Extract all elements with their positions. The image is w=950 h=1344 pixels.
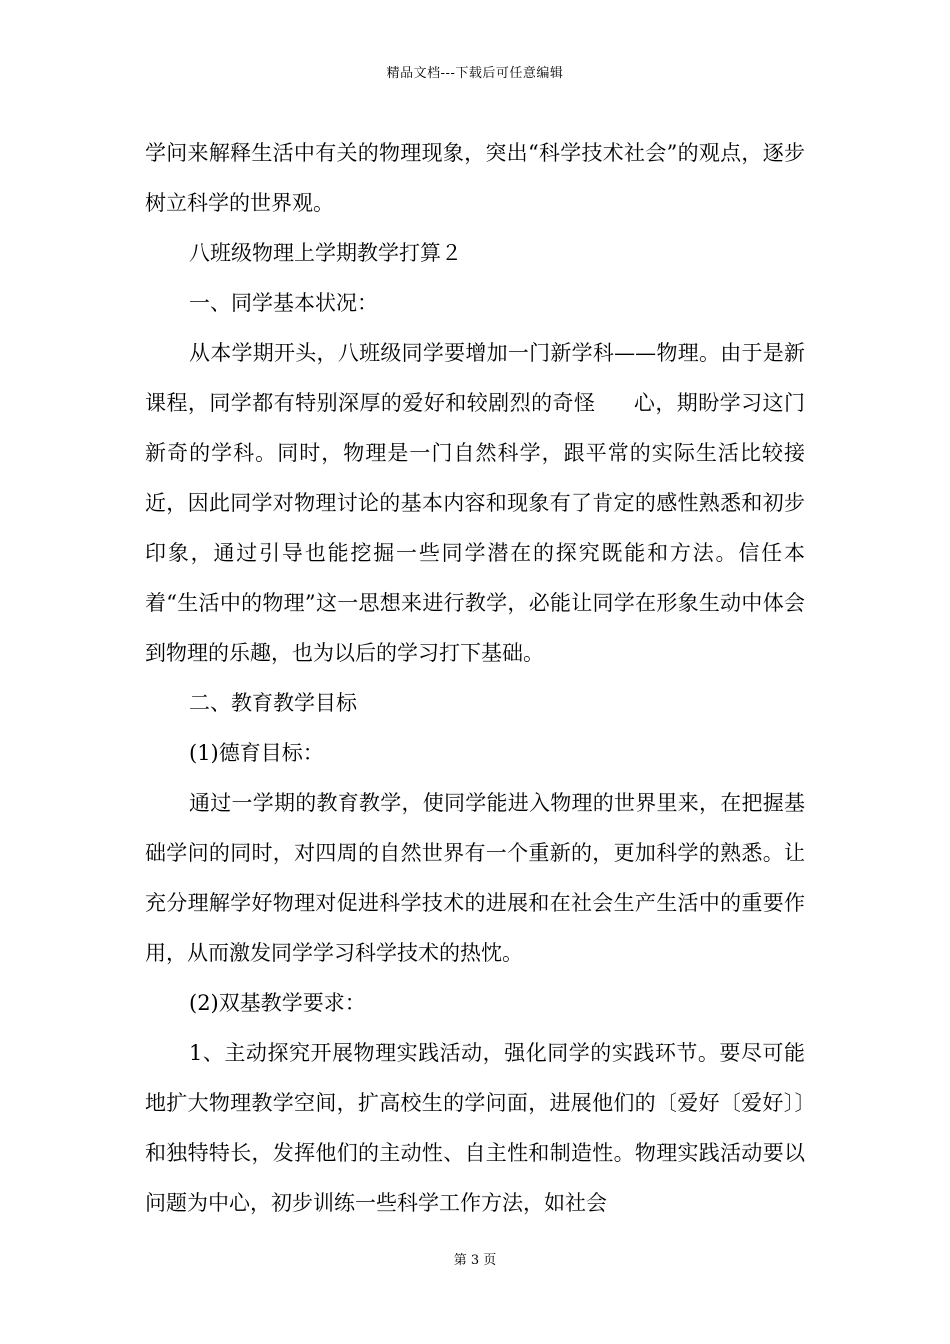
heading-student-situation: 一、同学基本状况：: [189, 291, 378, 315]
heading-teaching-goals: 二、教育教学目标: [189, 691, 357, 715]
heading-moral-goals: (1)德育目标：: [189, 741, 324, 765]
paragraph-student-situation: [145, 328, 805, 678]
page-header: 精品文档---下载后可任意编辑: [386, 66, 564, 81]
paragraph-requirement-1: 1、主动探究开展物理实践活动，强化同学的实践环节。要尽可能地扩大物理教学空间，扩高校生的学问面，进展他们的〔爱好〔爱好〕〕和独特特长，发挥他们的主动性、自主性和制造性。物理实践活动要以问题为中心，初步训练一些科学工作方法，如社会: [145, 1041, 805, 1215]
page-number: 第 3 页: [453, 1253, 497, 1268]
document-body: [145, 128, 805, 1228]
paragraph-moral-goals: 通过一学期的教育教学，使同学能进入物理的世界里来，在把握基础学问的同时，对四周的自然世界有一个重新的，更加科学的熟悉。让充分理解学好物理对促进科学技术的进展和在社会生产生活中的重要作用，从而激发同学学习科学技术的热忱。: [145, 791, 805, 965]
paragraph-student-situation-part2: 心，期盼学习这门新奇的学科。同时，物理是一门自然科学，跟平常的实际生活比较接近，因此同学对物理讨论的基本内容和现象有了肯定的感性熟悉和初步印象，通过引导也能挖掘一些同学潜在的探究既能和方法。信任本着“生活中的物理”这一思想来进行教学，必能让同学在形象生动中体会到物理的乐趣，也为以后的学习打下基础。: [145, 391, 806, 665]
paragraph-continuation: 学问来解释生活中有关的物理现象，突出“科学技术社会”的观点，逐步树立科学的世界观。: [145, 141, 805, 215]
paragraph-student-situation-part1: 从本学期开头，八班级同学要增加一门新学科——物理。由于是新课程，同学都有特别深厚的爱好和较剧烈的奇怪: [145, 341, 805, 415]
heading-basic-requirements: (2)双基教学要求：: [189, 991, 366, 1015]
section-title: 八班级物理上学期教学打算２: [189, 241, 462, 265]
